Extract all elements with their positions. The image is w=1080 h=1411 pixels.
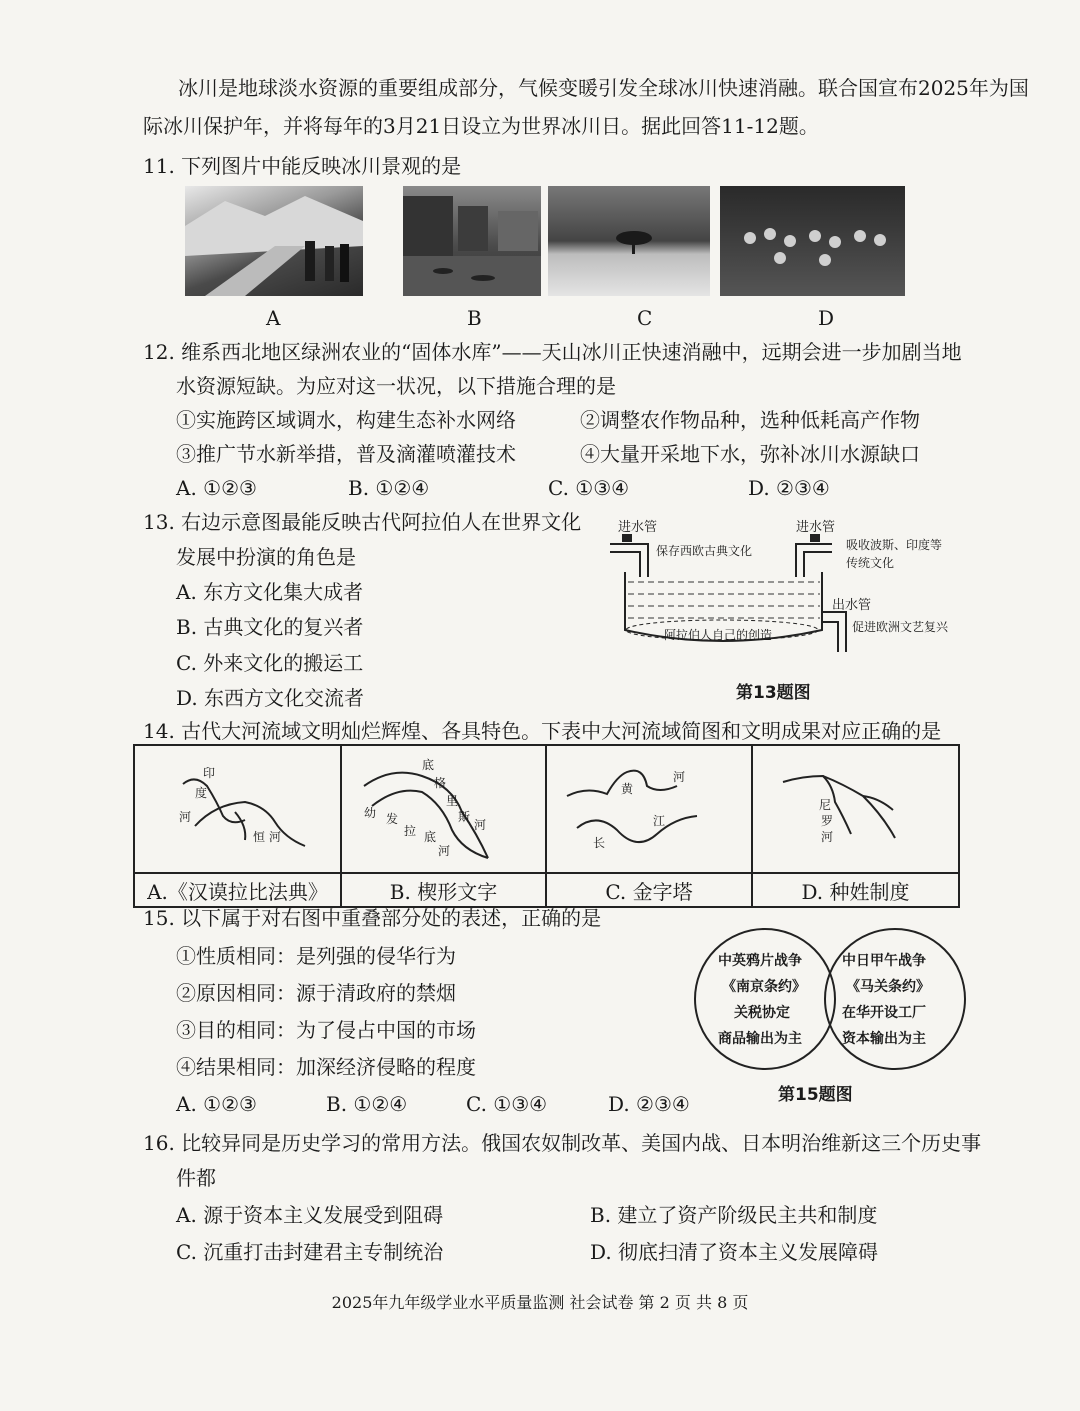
q13-choice-d: D. 东西方文化交流者 [176,686,365,710]
map2-char-6: 幼 [364,806,377,820]
nile-river [753,746,958,872]
map1-char-4: 恒 [253,830,266,844]
q14-choice-c: C. 金字塔 [546,873,752,907]
map2-char-5: 河 [474,818,487,832]
q16-choice-b: B. 建立了资产阶级民主共和制度 [590,1203,878,1227]
venn-left-4: 商品输出为主 [718,1031,802,1047]
q13-inlet-right-label: 进水管 [796,520,836,535]
map4-char-1: 尼 [819,798,832,812]
q13-outlet-label: 出水管 [832,598,872,613]
intro-line-1: 冰川是地球淡水资源的重要组成部分，气候变暖引发全球冰川快速消融。联合国宣布2025年为国 [178,76,1029,100]
q14-stem: 14. 古代大河流域文明灿烂辉煌、各具特色。下表中大河流域简图和文明成果对应正确的是 [143,719,942,743]
q14-choice-b: B. 楔形文字 [341,873,546,907]
q14-choice-d: D. 种姓制度 [752,873,959,907]
venn-right-1: 中日甲午战争 [842,953,926,969]
map4-char-3: 河 [821,830,834,844]
q14-river-table [133,744,960,908]
q13-outlet-text: 促进欧洲文艺复兴 [852,620,949,634]
indus-ganges-rivers [135,746,340,872]
photo-b-venice-canal [403,186,541,296]
q15-option-4: ④结果相同：加深经济侵略的程度 [176,1055,476,1079]
map3-char-4: 江 [653,814,666,828]
q12-choice-d: D. ②③④ [748,476,830,500]
q15-option-3: ③目的相同：为了侵占中国的市场 [176,1018,476,1042]
q15-venn-diagram [690,925,980,1075]
q16-stem-2: 件都 [176,1166,216,1190]
map1-char-2: 度 [195,786,208,800]
map2-char-8: 拉 [404,824,417,838]
q12-choice-a: A. ①②③ [176,476,257,500]
q15-option-1: ①性质相同：是列强的侵华行为 [176,944,456,968]
q15-option-2: ②原因相同：源于清政府的禁烟 [176,981,456,1005]
venn-left-2: 《南京条约》 [722,979,806,995]
photo-label-a: A [266,306,281,330]
q13-figure-caption: 第13题图 [736,683,811,703]
map-tigris-euphrates [341,745,546,873]
q13-choice-a: A. 东方文化集大成者 [176,580,364,604]
q13-inlet-left-label: 进水管 [618,520,658,535]
photo-c-savanna [548,186,710,296]
q15-stem: 15. 以下属于对右图中重叠部分处的表述，正确的是 [143,906,602,930]
q12-stem-2: 水资源短缺。为应对这一状况，以下措施合理的是 [176,374,616,398]
map-yellow-yangtze [546,745,752,873]
q11-stem: 11. 下列图片中能反映冰川景观的是 [143,154,462,178]
yellow-yangtze-rivers [547,746,751,872]
q15-choice-c: C. ①③④ [466,1092,548,1116]
venn-right-3: 在华开设工厂 [842,1005,926,1021]
q12-stem-1: 12. 维系西北地区绿洲农业的“固体水库”——天山冰川正快速消融中，远期会进一步加剧当地 [143,340,962,364]
photo-label-b: B [467,306,482,330]
q16-choice-c: C. 沉重打击封建君主专制统治 [176,1240,444,1264]
photo-label-d: D [818,306,835,330]
q13-inlet-left-text: 保存西欧古典文化 [656,544,753,558]
venn-left-1: 中英鸦片战争 [718,953,802,969]
q15-figure-caption: 第15题图 [778,1085,853,1105]
map4-char-2: 罗 [821,814,834,828]
intro-line-2: 际冰川保护年，并将每年的3月21日设立为世界冰川日。据此回答11-12题。 [143,114,819,138]
map2-char-2: 格 [434,776,447,790]
q13-stem-2: 发展中扮演的角色是 [176,545,356,569]
photo-label-c: C [637,306,653,330]
q12-option-3: ③推广节水新举措，普及滴灌喷灌技术 [176,442,516,466]
photo-d-paddy-field [720,186,905,296]
map3-char-2: 河 [673,770,686,784]
map1-char-3: 河 [179,810,192,824]
q13-inlet-right-text-2: 传统文化 [846,556,895,570]
q13-choice-b: B. 古典文化的复兴者 [176,615,364,639]
map2-char-7: 发 [386,812,399,826]
venn-right-4: 资本输出为主 [842,1031,926,1047]
map2-char-4: 斯 [458,810,471,824]
q16-choice-a: A. 源于资本主义发展受到阻碍 [176,1203,444,1227]
q13-choice-c: C. 外来文化的搬运工 [176,651,364,675]
map2-char-9: 底 [424,830,437,844]
q12-option-4: ④大量开采地下水，弥补冰川水源缺口 [580,442,920,466]
q14-choice-a: A.《汉谟拉比法典》 [134,873,341,907]
map2-char-10: 河 [438,844,451,858]
map1-char-1: 印 [203,766,216,780]
q13-tank-text: 阿拉伯人自己的创造 [664,628,773,642]
map3-char-1: 黄 [621,782,634,796]
map2-char-3: 里 [446,794,459,808]
q12-option-2: ②调整农作物品种，选种低耗高产作物 [580,408,920,432]
photo-c-scene [548,186,710,296]
q12-option-1: ①实施跨区域调水，构建生态补水网络 [176,408,516,432]
photo-b-scene [403,186,541,296]
photo-a-scene [185,186,363,296]
photo-a-glacier-road [185,186,363,296]
page-footer: 2025年九年级学业水平质量监测 社会试卷 第 2 页 共 8 页 [331,1293,749,1312]
photo-d-scene [720,186,905,296]
map3-char-3: 长 [593,836,606,850]
q16-choice-d: D. 彻底扫清了资本主义发展障碍 [590,1240,879,1264]
q13-inlet-right-text-1: 吸收波斯、印度等 [846,538,943,552]
q15-choice-a: A. ①②③ [176,1092,257,1116]
venn-right-2: 《马关条约》 [846,979,930,995]
q16-stem-1: 16. 比较异同是历史学习的常用方法。俄国农奴制改革、美国内战、日本明治维新这三个历史事 [143,1131,982,1155]
q12-choice-c: C. ①③④ [548,476,630,500]
q13-stem-1: 13. 右边示意图最能反映古代阿拉伯人在世界文化 [143,510,582,534]
q15-choice-b: B. ①②④ [326,1092,408,1116]
map-indus-ganges [134,745,341,873]
q12-choice-b: B. ①②④ [348,476,430,500]
map2-char-1: 底 [422,758,435,772]
venn-left-3: 关税协定 [734,1005,790,1021]
map-nile [752,745,959,873]
q15-choice-d: D. ②③④ [608,1092,690,1116]
map1-char-5: 河 [269,830,282,844]
